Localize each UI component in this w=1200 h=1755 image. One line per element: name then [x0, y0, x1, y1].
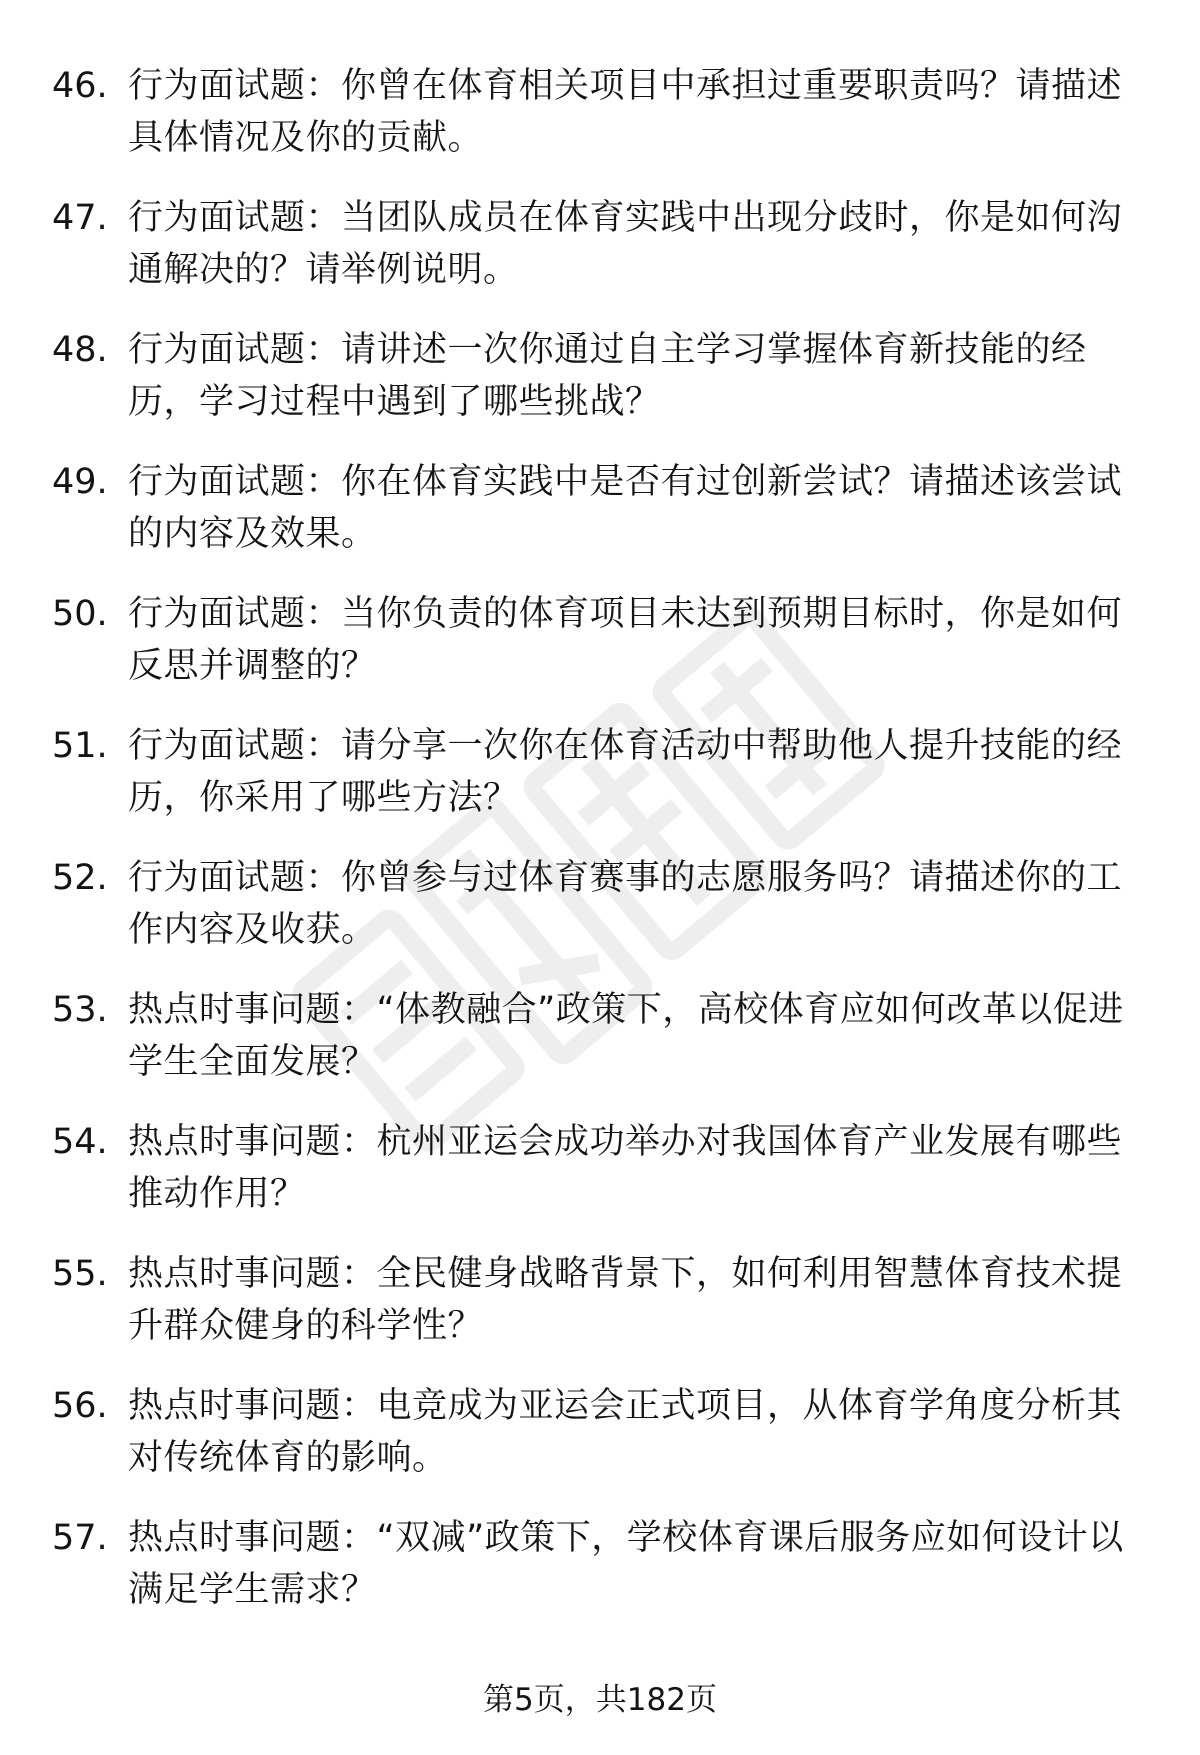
question-item [0, 1248, 1200, 1380]
question-text: 热点时事问题：全民健身战略背景下，如何利用智慧体育技术提升群众健身的科学性？ [128, 1254, 1123, 1346]
page-number-footer: 第5页，共182页 [483, 1682, 717, 1718]
question-item [0, 588, 1200, 720]
question-text: 行为面试题：你在体育实践中是否有过创新尝试？请描述该尝试的内容及效果。 [128, 462, 1123, 554]
question-number: 48. [52, 330, 108, 370]
question-item [0, 1116, 1200, 1248]
question-number: 47. [52, 198, 108, 238]
question-text: 行为面试题：请分享一次你在体育活动中帮助他人提升技能的经历，你采用了哪些方法？ [128, 726, 1123, 818]
question-number: 53. [52, 990, 108, 1030]
question-number: 46. [52, 66, 108, 106]
question-item [0, 60, 1200, 192]
question-item [0, 456, 1200, 588]
question-text: 热点时事问题：“双减”政策下，学校体育课后服务应如何设计以满足学生需求？ [128, 1518, 1124, 1610]
question-item [0, 852, 1200, 984]
question-number: 57. [52, 1518, 108, 1558]
question-text: 行为面试题：你曾参与过体育赛事的志愿服务吗？请描述你的工作内容及收获。 [128, 858, 1123, 950]
question-item [0, 1512, 1200, 1644]
question-list [0, 60, 1200, 1644]
question-number: 54. [52, 1122, 108, 1162]
question-text: 行为面试题：当团队成员在体育实践中出现分歧时，你是如何沟通解决的？请举例说明。 [128, 198, 1123, 290]
question-text: 行为面试题：当你负责的体育项目未达到预期目标时，你是如何反思并调整的？ [128, 594, 1123, 686]
question-text: 热点时事问题：杭州亚运会成功举办对我国体育产业发展有哪些推动作用？ [128, 1122, 1123, 1214]
question-number: 52. [52, 858, 108, 898]
question-item [0, 1380, 1200, 1512]
question-number: 51. [52, 726, 108, 766]
question-number: 55. [52, 1254, 108, 1294]
question-item [0, 324, 1200, 456]
question-number: 49. [52, 462, 108, 502]
question-item [0, 984, 1200, 1116]
question-text: 行为面试题：你曾在体育相关项目中承担过重要职责吗？请描述具体情况及你的贡献。 [128, 66, 1123, 158]
question-text: 行为面试题：请讲述一次你通过自主学习掌握体育新技能的经历，学习过程中遇到了哪些挑战？ [128, 330, 1087, 422]
question-item [0, 720, 1200, 852]
question-number: 56. [52, 1386, 108, 1426]
question-text: 热点时事问题：电竞成为亚运会正式项目，从体育学角度分析其对传统体育的影响。 [128, 1386, 1123, 1478]
question-item [0, 192, 1200, 324]
question-number: 50. [52, 594, 108, 634]
question-text: 热点时事问题：“体教融合”政策下，高校体育应如何改革以促进学生全面发展？ [128, 990, 1124, 1082]
